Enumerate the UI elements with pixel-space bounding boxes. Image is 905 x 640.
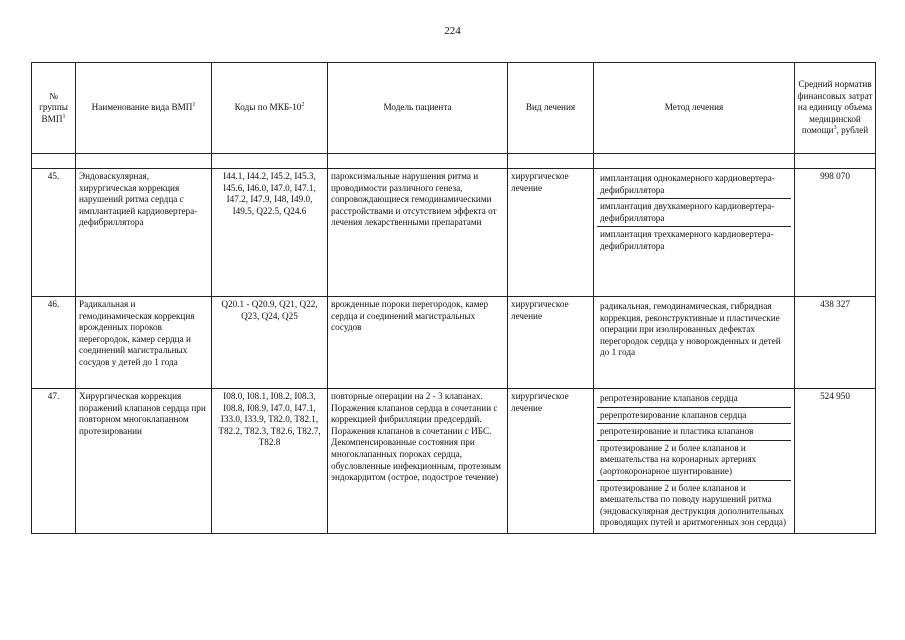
method-item: протезирование 2 и более клапанов и вмешательства на коронарных артериях (аортокоронарное шунтирование): [597, 441, 791, 481]
treatment-type: хирургическое лечение: [508, 297, 594, 389]
method-item: радикальная, гемодинамическая, гибридная коррекция, реконструктивные и пластические операции при изолированных дефектах перегородок сердца у новорожденных и детей до 1 года: [600, 301, 781, 358]
method-item: протезирование 2 и более клапанов и вмешательства по поводу нарушений ритма (эндоваскулярная деструкция дополнительных проводящих путей и аритмогенных зон сердца): [600, 482, 787, 528]
page-number: 224: [444, 25, 461, 37]
method-item: имплантация трехкамерного кардиовертера-дефибриллятора: [600, 229, 774, 251]
row-number: 46.: [32, 297, 76, 389]
vmp-name: Эндоваскулярная, хирургическая коррекция нарушений ритма сердца с имплантацией кардиовертера-дефибриллятора: [76, 169, 212, 297]
vmp-table: [31, 62, 876, 534]
method-item: репротезирование и пластика клапанов: [597, 424, 791, 441]
table-row: [32, 169, 876, 297]
icd-codes: I44.1, I44.2, I45.2, I45.3, I45.6, I46.0, I47.0, I47.1, I47.2, I47.9, I48, I49.0, I49.5, Q22.5, Q24.6: [212, 169, 328, 297]
icd-codes: Q20.1 - Q20.9, Q21, Q22, Q23, Q24, Q25: [212, 297, 328, 389]
method-item: имплантация однокамерного кардиовертера-дефибриллятора: [597, 171, 791, 199]
method-list: [594, 389, 795, 534]
method-item: ререпротезирование клапанов сердца: [597, 408, 791, 425]
patient-model: врожденные пороки перегородок, камер сердца и соединений магистральных сосудов: [328, 297, 508, 389]
method-item: репротезирование клапанов сердца: [597, 391, 791, 408]
header-treatment-type: Вид лечения: [508, 63, 594, 154]
header-row: [32, 63, 876, 154]
method-list: [594, 297, 795, 389]
header-cost: Средний норматив финансовых затрат на единицу объема медицинской помощи$^3$, рублей: [795, 63, 876, 154]
method-item: имплантация двухкамерного кардиовертера-дефибриллятора: [597, 199, 791, 227]
table-row: [32, 389, 876, 534]
table-row: [32, 297, 876, 389]
header-group-num: № группы ВМП$^1$: [32, 63, 76, 154]
icd-codes: I08.0, I08.1, I08.2, I08.3, I08.8, I08.9, I47.0, I47.1, I33.0, I33.9, T82.0, T82.1, T82.2, T82.3, T82.6, T82.7, T82.8: [212, 389, 328, 534]
treatment-type: хирургическое лечение: [508, 169, 594, 297]
spacer-row: [32, 154, 876, 169]
patient-model: повторные операции на 2 - 3 клапанах. Поражения клапанов сердца в сочетании с коррекцией фибрилляции предсердий. Поражения клапанов в сочетании с ИБС. Декомпенсированные состояния при многоклапанных пороках сердца, обусловленные инфекционным, протезным эндокардитом (острое, подострое течение): [328, 389, 508, 534]
method-list: [594, 169, 795, 297]
row-number: 45.: [32, 169, 76, 297]
vmp-name: Радикальная и гемодинамическая коррекция врожденных пороков перегородок, камер сердца и соединений магистральных сосудов у детей до 1 года: [76, 297, 212, 389]
cost-value: 438 327: [795, 297, 876, 389]
cost-value: 524 950: [795, 389, 876, 534]
cost-value: 998 070: [795, 169, 876, 297]
header-model: Модель пациента: [328, 63, 508, 154]
vmp-name: Хирургическая коррекция поражений клапанов сердца при повторном многоклапанном протезировании: [76, 389, 212, 534]
treatment-type: хирургическое лечение: [508, 389, 594, 534]
patient-model: пароксизмальные нарушения ритма и проводимости различного генеза, сопровождающиеся гемодинамическими расстройствами и отсутствием эффекта от лечения лекарственными препаратами: [328, 169, 508, 297]
header-name: Наименование вида ВМП$^1$: [76, 63, 212, 154]
row-number: 47.: [32, 389, 76, 534]
header-codes: Коды по МКБ-$10^2$: [212, 63, 328, 154]
header-method: Метод лечения: [594, 63, 795, 154]
